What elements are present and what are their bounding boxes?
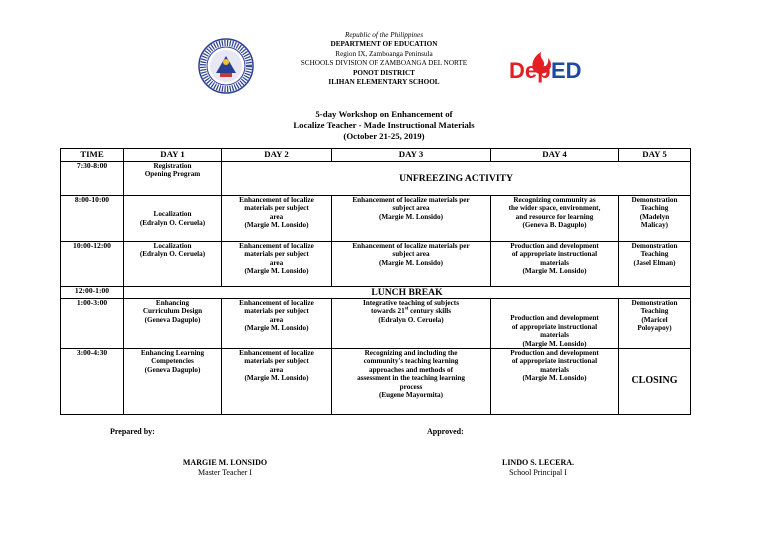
schedule-cell: Enhancement of localize materials per subject area (Margie M. Lonsido) bbox=[222, 299, 332, 349]
deped-seal-logo bbox=[198, 38, 254, 94]
approved-signatory bbox=[473, 458, 603, 478]
day3-text-pre: Integrative teaching of subjects towards 21 bbox=[362, 299, 460, 316]
deped-logo bbox=[505, 44, 595, 86]
schedule-cell: Registration Opening Program bbox=[124, 162, 222, 196]
time-cell: 3:00-4:30 bbox=[61, 349, 124, 415]
prepared-signatory bbox=[160, 458, 290, 478]
merged-activity-cell: UNFREEZING ACTIVITY bbox=[222, 162, 691, 196]
table-row bbox=[61, 196, 691, 242]
letterhead bbox=[270, 31, 498, 87]
schedule-cell: Enhancement of localize materials per subject area (Margie M. Lonsido) bbox=[222, 196, 332, 242]
col-header-day4: DAY 4 bbox=[491, 149, 619, 162]
logo-dep-text: Dep bbox=[509, 58, 551, 83]
schedule-cell: Production and development of appropriate instructional materials (Margie M. Lonsido) bbox=[491, 299, 619, 349]
schedule-cell: Recognizing and including the community's teaching learning approaches and methods of assessment in the teaching learning process (Eugene Mayormita) bbox=[332, 349, 491, 415]
col-header-day5: DAY 5 bbox=[619, 149, 691, 162]
time-cell: 10:00-12:00 bbox=[61, 242, 124, 287]
schedule-cell: Localization (Edralyn O. Ceruela) bbox=[124, 196, 222, 242]
schedule-cell: Enhancing Learning Competencies (Geneva Daguplo) bbox=[124, 349, 222, 415]
prepared-by-label: Prepared by: bbox=[110, 427, 155, 436]
schedule-cell: Demonstration Teaching (Maricel Poloyapoy) bbox=[619, 299, 691, 349]
schedule-cell: Recognizing community as the wider space, environment, and resource for learning (Geneva B. Daguplo) bbox=[491, 196, 619, 242]
lunch-break-cell: LUNCH BREAK bbox=[124, 287, 691, 299]
prepared-position: Master Teacher I bbox=[198, 468, 252, 477]
table-row bbox=[61, 242, 691, 287]
title-line-3: (October 21-25, 2019) bbox=[343, 131, 425, 141]
district-line: PONOT DISTRICT bbox=[353, 68, 415, 77]
schedule-cell: Enhancement of localize materials per subject area (Margie M. Lonsido) bbox=[332, 196, 491, 242]
schedule-cell: Enhancement of localize materials per subject area (Margie M. Lonsido) bbox=[222, 242, 332, 287]
col-header-day1: DAY 1 bbox=[124, 149, 222, 162]
schedule-cell bbox=[332, 299, 491, 349]
schedule-cell: Localization (Edralyn O. Ceruela) bbox=[124, 242, 222, 287]
schedule-table bbox=[60, 148, 691, 415]
title-line-2: Localize Teacher - Made Instructional Materials bbox=[293, 120, 475, 130]
closing-cell: CLOSING bbox=[619, 349, 691, 415]
department-line: DEPARTMENT OF EDUCATION bbox=[330, 40, 438, 49]
school-line: ILIHAN ELEMENTARY SCHOOL bbox=[328, 78, 440, 87]
table-row bbox=[61, 349, 691, 415]
republic-line: Republic of the Philippines bbox=[344, 31, 424, 39]
schedule-cell: Demonstration Teaching (Madelyn Malicay) bbox=[619, 196, 691, 242]
time-cell: 12:00-1:00 bbox=[61, 287, 124, 299]
time-cell: 7:30-8:00 bbox=[61, 162, 124, 196]
approved-position: School Principal I bbox=[509, 468, 567, 477]
schedule-cell: Enhancing Curriculum Design (Geneva Daguplo) bbox=[124, 299, 222, 349]
region-line: Region IX, Zamboanga Peninsula bbox=[335, 49, 433, 58]
approved-name: LINDO S. LECERA. bbox=[501, 458, 574, 467]
col-header-time: TIME bbox=[61, 149, 124, 162]
approved-label: Approved: bbox=[427, 427, 464, 436]
logo-ed-text: ED bbox=[551, 58, 582, 83]
table-row bbox=[61, 299, 691, 349]
schedule-cell: Production and development of appropriate instructional materials (Margie M. Lonsido) bbox=[491, 349, 619, 415]
schedule-cell: Production and development of appropriate instructional materials (Margie M. Lonsido) bbox=[491, 242, 619, 287]
table-row bbox=[61, 287, 691, 299]
schedule-cell: Enhancement of localize materials per subject area (Margie M. Lonsido) bbox=[222, 349, 332, 415]
title-line-1: 5-day Workshop on Enhancement of bbox=[315, 109, 453, 119]
time-cell: 8:00-10:00 bbox=[61, 196, 124, 242]
superscript-st: st bbox=[404, 307, 409, 313]
col-header-day2: DAY 2 bbox=[222, 149, 332, 162]
table-row bbox=[61, 162, 691, 196]
schedule-cell: Demonstration Teaching (Jasel Elman) bbox=[619, 242, 691, 287]
document-title bbox=[232, 109, 536, 142]
col-header-day3: DAY 3 bbox=[332, 149, 491, 162]
prepared-name: MARGIE M. LONSIDO bbox=[182, 458, 268, 467]
schedule-cell: Enhancement of localize materials per subject area (Margie M. Lonsido) bbox=[332, 242, 491, 287]
day3-text-post: century skills (Edralyn O. Ceruela) bbox=[378, 307, 452, 324]
time-cell: 1:00-3:00 bbox=[61, 299, 124, 349]
table-header-row bbox=[61, 149, 691, 162]
division-line: SCHOOLS DIVISION OF ZAMBOANGA DEL NORTE bbox=[300, 59, 468, 68]
